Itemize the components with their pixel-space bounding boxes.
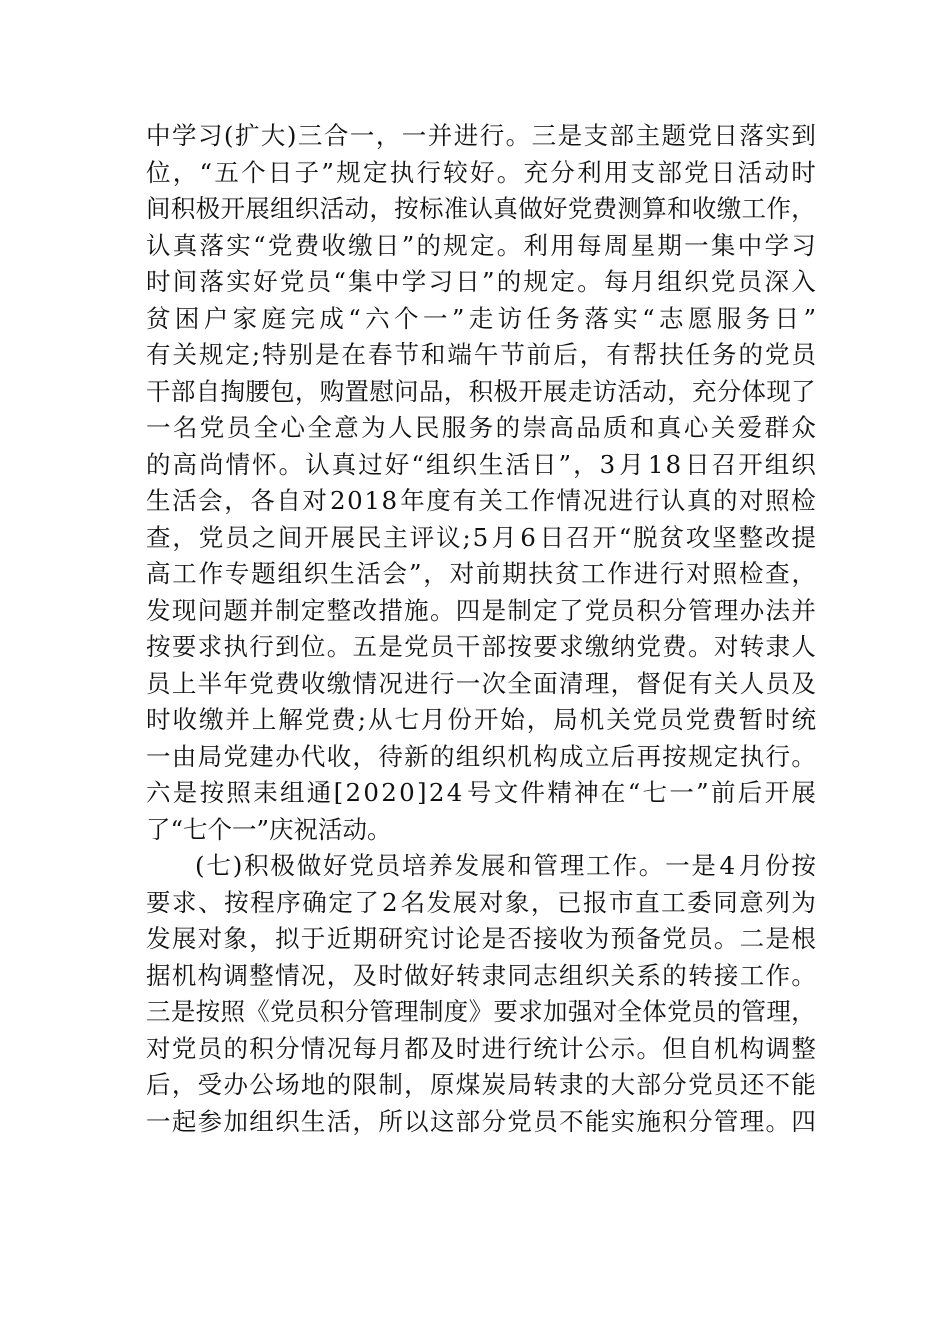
text-line: 的 高 尚 情 怀 。 认 真 过 好 “ 组 织 生 活 日 ” ， 3 月 1 8 日 召 开 组 织: [146, 449, 816, 479]
text-line: 有 关 规 定 ; 特 别 是 在 春 节 和 端 午 节 前 后 ， 有 帮 扶 任 务 的 党 员: [146, 340, 816, 369]
text-line: 干 部 自 掏 腰 包 ， 购 置 慰 问 品 ， 积 极 开 展 走 访 活 动 ， 充 分 体 现 了: [146, 376, 816, 406]
text-line: 间 积 极 开 展 组 织 活 动 ， 按 标 准 认 真 做 好 党 费 测 算 和 收 缴 工 作 ，: [146, 194, 816, 223]
text-line: 员 上 半 年 党 费 收 缴 情 况 进 行 一 次 全 面 清 理 ， 督 促 有 关 人 员 及: [146, 668, 816, 698]
text-line: 认 真 落 实 “ 党 费 收 缴 日 ” 的 规 定 。 利 用 每 周 星 期 一 集 中 学 习: [146, 230, 816, 260]
text-line: 查 ， 党 员 之 间 开 展 民 主 评 议 ; 5 月 6 日 召 开 “ 脱 贫 攻 坚 整 改 提: [146, 522, 816, 552]
text-line: 发 现 问 题 并 制 定 整 改 措 施 。 四 是 制 定 了 党 员 积 分 管 理 办 法 并: [146, 595, 816, 625]
text-line: 六 是 按 照 耒 组 通 [ 2 0 2 0 ] 2 4 号 文 件 精 神 在 “ 七 一 ” 前 后 开 展: [146, 778, 816, 807]
text-line: 时 收 缴 并 上 解 党 费 ; 从 七 月 份 开 始 ， 局 机 关 党 员 党 费 暂 时 统: [146, 705, 816, 734]
text-line: 按 要 求 执 行 到 位 。 五 是 党 员 干 部 按 要 求 缴 纳 党 费 。 对 转 隶 人: [146, 632, 816, 661]
text-line: 一 由 局 党 建 办 代 收 ， 待 新 的 组 织 机 构 成 立 后 再 按 规 定 执 行 。: [146, 741, 816, 771]
text-line: 对 党 员 的 积 分 情 况 每 月 都 及 时 进 行 统 计 公 示 。 但 自 机 构 调 整: [146, 1033, 816, 1063]
text-line: 据 机 构 调 整 情 况 ， 及 时 做 好 转 隶 同 志 组 织 关 系 的 转 接 工 作 。: [146, 960, 816, 990]
text-line: 发 展 对 象 ， 拟 于 近 期 研 究 讨 论 是 否 接 收 为 预 备 党 员 。 二 是 根: [146, 924, 816, 953]
text-line: 贫 困 户 家 庭 完 成 “ 六 个 一 ” 走 访 任 务 落 实 “ 志 愿 服 务 日 ”: [146, 303, 816, 333]
text-line: ( 七 ) 积 极 做 好 党 员 培 养 发 展 和 管 理 工 作 。 一 是 4 月 份 按: [195, 851, 816, 880]
text-line: 后 ， 受 办 公 场 地 的 限 制 ， 原 煤 炭 局 转 隶 的 大 部 分 党 员 还 不 能: [146, 1070, 816, 1099]
text-line: 一 起 参 加 组 织 生 活 ， 所 以 这 部 分 党 员 不 能 实 施 积 分 管 理 。 四: [146, 1106, 816, 1136]
text-line: 了“七个一”庆祝活动。: [146, 814, 392, 844]
text-line: 要 求 、 按 程 序 确 定 了 2 名 发 展 对 象 ， 已 报 市 直 工 委 同 意 列 为: [146, 887, 816, 917]
text-line: 一 名 党 员 全 心 全 意 为 人 民 服 务 的 崇 高 品 质 和 真 心 关 爱 群 众: [146, 413, 816, 442]
document-body: [146, 118, 816, 1140]
text-line: 中 学 习 ( 扩 大 ) 三 合 一 ， 一 并 进 行 。 三 是 支 部 主 题 党 日 落 实 到: [146, 121, 816, 150]
text-line: 位 ， “ 五 个 日 子 ” 规 定 执 行 较 好 。 充 分 利 用 支 部 党 日 活 动 时: [146, 157, 816, 187]
paragraph-1: [146, 118, 816, 848]
text-line: 高 工 作 专 题 组 织 生 活 会 ” ， 对 前 期 扶 贫 工 作 进 行 对 照 检 查 ，: [146, 559, 816, 588]
text-line: 生 活 会 ， 各 自 对 2 0 1 8 年 度 有 关 工 作 情 况 进 行 认 真 的 对 照 检: [146, 486, 816, 515]
text-line: 时 间 落 实 好 党 员 “ 集 中 学 习 日 ” 的 规 定 。 每 月 组 织 党 员 深 入: [146, 267, 816, 296]
paragraph-2: [146, 848, 816, 1140]
text-line: 三 是 按 照 《 党 员 积 分 管 理 制 度 》 要 求 加 强 对 全 体 党 员 的 管 理 ，: [146, 997, 816, 1026]
